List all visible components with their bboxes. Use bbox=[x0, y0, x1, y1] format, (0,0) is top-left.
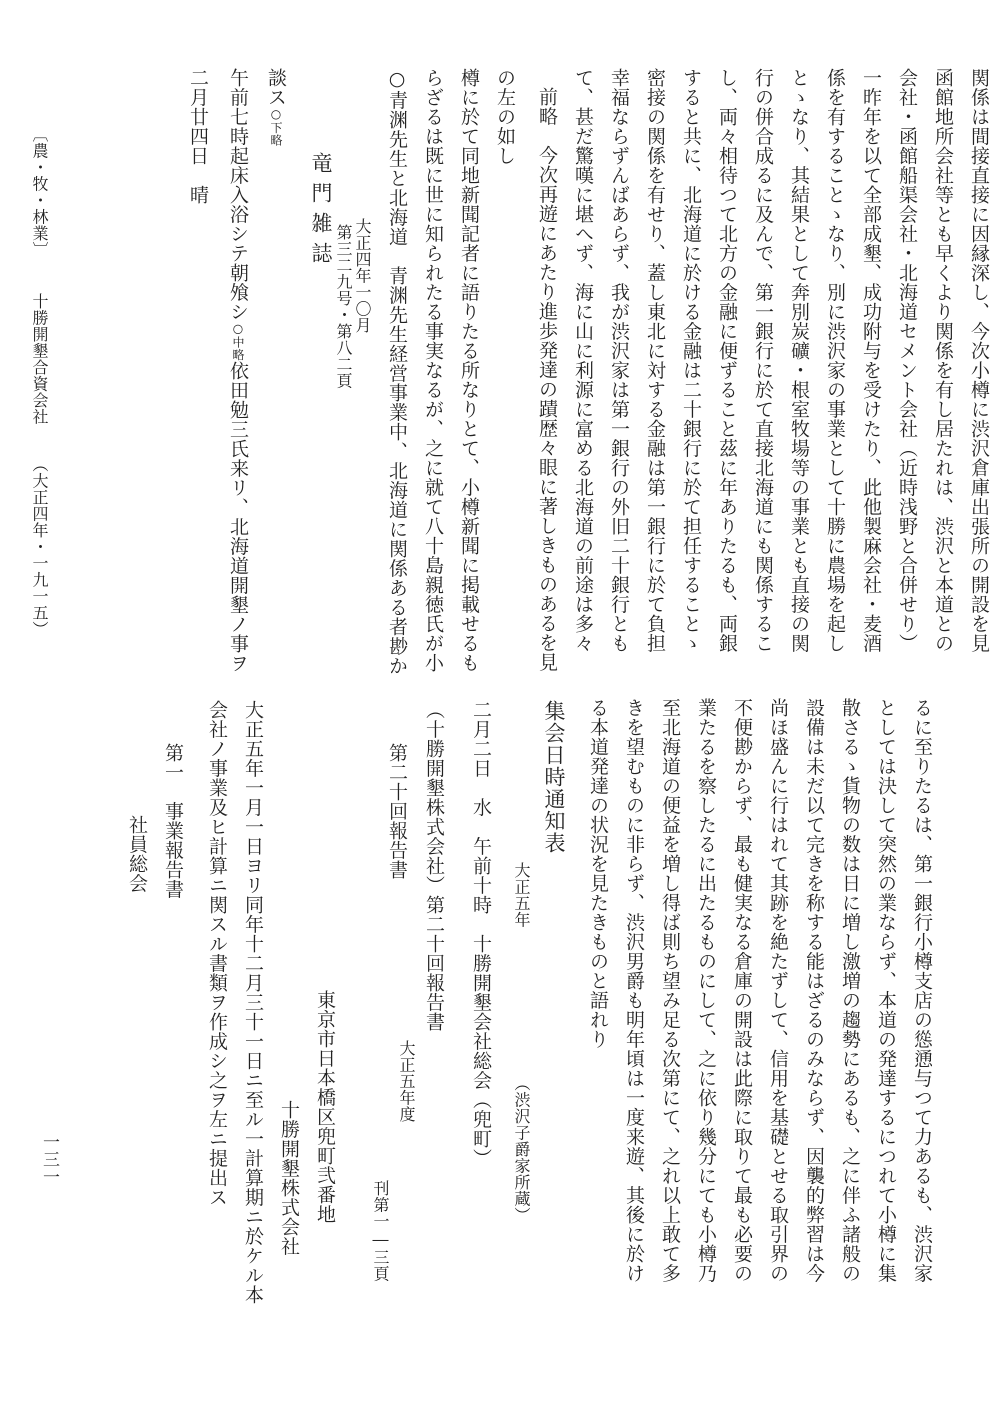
omission-note: ○中略 bbox=[231, 321, 245, 361]
article-line: 関係は間接直接に因縁深し、今次小樽に渋沢倉庫出張所の開設を見 bbox=[968, 68, 990, 653]
report-body-line: 会社ノ事業及ヒ計算ニ関スル書類ヲ作成シ之ヲ左ニ提出ス bbox=[206, 700, 228, 1207]
section-subheading: 社員総会 bbox=[126, 815, 148, 893]
company-name: 十勝開墾株式会社 bbox=[278, 1100, 300, 1256]
report-fiscal-year: 大正五年度 bbox=[397, 1040, 416, 1123]
article-line: 行の併合成るに及んで、第一銀行に於て直接北海道にも関係するこ bbox=[752, 68, 774, 653]
diary-line-2: 談ス○下略 bbox=[265, 68, 287, 147]
article-continuation-line: 散さるゝ貨物の数は日に増し激増の趨勢にあるも、之に伴ふ諸般の bbox=[839, 698, 861, 1283]
article-line: 前略 今次再遊にあたり進歩発達の蹟歴々眼に著しきものあるを見 bbox=[536, 87, 558, 672]
article-line: 一昨年を以て全部成墾、成功附与を受けたり、此他製麻会社・麦酒 bbox=[860, 68, 882, 653]
article-continuation-line: 尚ほ盛んに行はれて其跡を絶たずして、信用を基礎とせる取引界の bbox=[767, 698, 789, 1283]
article-line: 樽に於て同地新聞記者に語りたる所なりとて、小樽新聞に掲載せるも bbox=[458, 68, 480, 673]
article-continuation-line: るに至りたるは、第一銀行小樽支店の慫慂与つて力あるも、渋沢家 bbox=[911, 698, 933, 1283]
article-line: て、甚だ驚嘆に堪へず、海に山に利源に富める北海道の前途は多々 bbox=[572, 68, 594, 653]
magazine-issue: 第三二九号・第八二頁 bbox=[334, 224, 353, 389]
article-line: 幸福ならずんばあらず、我が渋沢家は第一銀行の外旧二十銀行とも bbox=[608, 68, 630, 653]
article-continuation-line: としては決して突然の業ならず、本道の発達するにつれて小樽に集 bbox=[875, 698, 897, 1283]
article-line: ○青渊先生と北海道 青渊先生経営事業中、北海道に関係ある者尠か bbox=[386, 68, 408, 676]
article-continuation-line: 設備は未だ以て完きを称する能はざるのみならず、因襲的弊習は今 bbox=[803, 698, 825, 1283]
magazine-title: 竜門雑誌 bbox=[309, 152, 333, 272]
page-number: 一三一 bbox=[39, 1133, 59, 1186]
article-line: 密接の関係を有せり、蓋し東北に対する金融は第一銀行に於て負担 bbox=[644, 68, 666, 653]
article-line: らざるは既に世に知られたる事実なるが、之に就て八十島親徳氏が小 bbox=[422, 68, 444, 673]
schedule-year: 大正五年 bbox=[512, 862, 531, 928]
article-continuation-line: 不便尠からず、最も健実なる倉庫の開設は此際に取りて最も必要の bbox=[731, 698, 753, 1283]
magazine-date: 大正四年一〇月 bbox=[353, 218, 372, 334]
article-line: の左の如し bbox=[494, 68, 516, 166]
report-page: 刊第一―三頁 bbox=[371, 1180, 390, 1282]
report-source: （十勝開墾株式会社）第二十回報告書 bbox=[423, 700, 445, 1032]
company-address: 東京市日本橋区兜町弐番地 bbox=[314, 990, 336, 1224]
article-continuation-line: きを望むものに非らず、渋沢男爵も明年頃は一度来遊、其後に於け bbox=[623, 698, 645, 1283]
schedule-entry: 二月二日 水 午前十時 十勝開墾会社総会（兜町） bbox=[470, 700, 492, 1168]
diary-line-1: 午前七時起床入浴シテ朝飧シ○中略依田勉三氏来リ、北海道開墾ノ事ヲ bbox=[227, 68, 249, 673]
article-continuation-line: る本道発達の状況を見たきものと語れり bbox=[587, 698, 609, 1049]
article-line: 函館地所会社等とも早くより関係を有し居たれは、渋沢と本道との bbox=[932, 68, 954, 653]
article-line: し、両々相待つて北方の金融に便ずること茲に年ありたるも、両銀 bbox=[716, 68, 738, 653]
article-line: すると共に、北海道に於ける金融は二十銀行に於て担任することゝ bbox=[680, 68, 702, 653]
report-body-line: 大正五年一月一日ヨリ同年十二月三十一日ニ至ル一計算期ニ於ケル本 bbox=[242, 700, 264, 1305]
diary-date: 二月廿四日 晴 bbox=[187, 68, 209, 205]
section-heading: 第一 事業報告書 bbox=[162, 743, 184, 899]
schedule-source: （渋沢子爵家所蔵） bbox=[512, 1075, 531, 1224]
article-line: 会社・函館船渠会社・北海道セメント会社（近時浅野と合併せり） bbox=[896, 68, 918, 653]
schedule-title: 集会日時通知表 bbox=[542, 700, 566, 854]
footer-company: 十勝開墾合資会社 bbox=[30, 293, 49, 425]
article-line: とゝなり、其結果として奔別炭礦・根室牧場等の事業とも直接の関 bbox=[788, 68, 810, 653]
footer-category: 〔農・牧・林業〕 bbox=[30, 126, 49, 258]
article-continuation-line: 至北海道の便益を増し得ば則ち望み足る次第にて、之れ以上敢て多 bbox=[659, 698, 681, 1283]
omission-note: ○下略 bbox=[269, 107, 283, 147]
article-continuation-line: 業たるを察したるに出たるものにして、之に依り幾分にても小樽乃 bbox=[695, 698, 717, 1283]
article-line: 係を有することゝなり、別に渋沢家の事業として十勝に農場を起し bbox=[824, 68, 846, 653]
report-title: 第二十回報告書 bbox=[386, 743, 408, 880]
footer-year: （大正四年・一九一五） bbox=[30, 456, 49, 638]
